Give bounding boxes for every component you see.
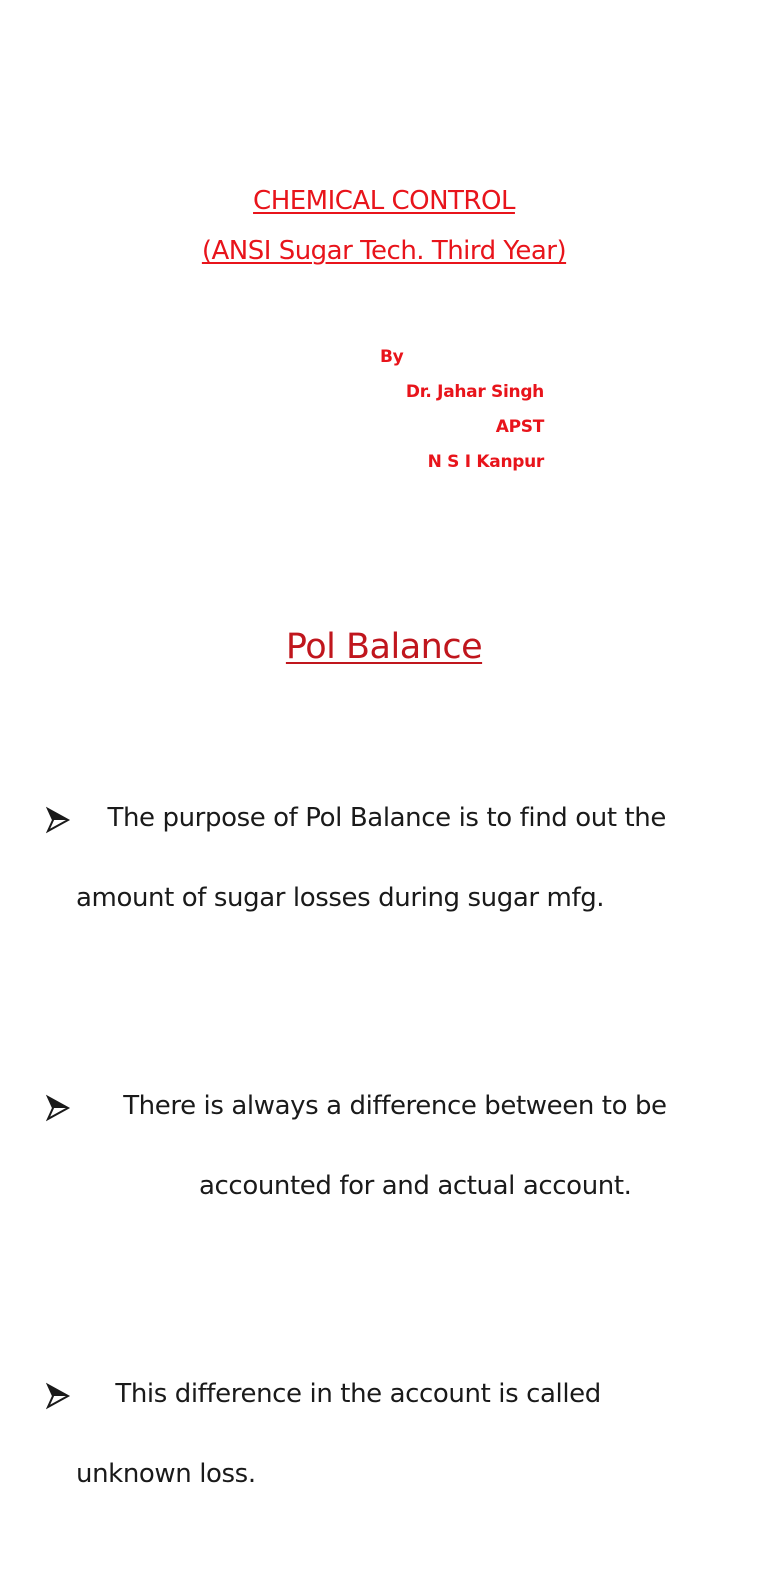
bullet-text-line-1: The purpose of Pol Balance is to find out the xyxy=(107,803,666,833)
author-institute: N S I Kanpur xyxy=(427,452,544,472)
by-label: By xyxy=(380,347,404,367)
bullet-text-line-2: unknown loss. xyxy=(76,1459,256,1489)
slide-title-line-1: CHEMICAL CONTROL xyxy=(253,186,515,216)
list-item xyxy=(46,718,736,998)
bullet-list xyxy=(46,718,736,1582)
list-item xyxy=(46,1006,736,1286)
author-post: APST xyxy=(495,417,544,437)
bullet-text-line-1: There is always a difference between to be xyxy=(107,1091,667,1121)
list-item xyxy=(46,1294,736,1574)
author-name: Dr. Jahar Singh xyxy=(405,382,544,402)
arrow-bullet-icon xyxy=(46,1294,72,1334)
bullet-text-line-1: This difference in the account is called xyxy=(107,1379,601,1409)
arrow-bullet-icon xyxy=(46,1006,72,1046)
section-title: Pol Balance xyxy=(285,627,483,667)
arrow-bullet-icon xyxy=(46,718,72,758)
bullet-text-line-2: amount of sugar losses during sugar mfg. xyxy=(76,883,605,913)
slide-title-line-2: (ANSI Sugar Tech. Third Year) xyxy=(201,236,567,266)
bullet-text-line-2: accounted for and actual account. xyxy=(199,1171,632,1201)
